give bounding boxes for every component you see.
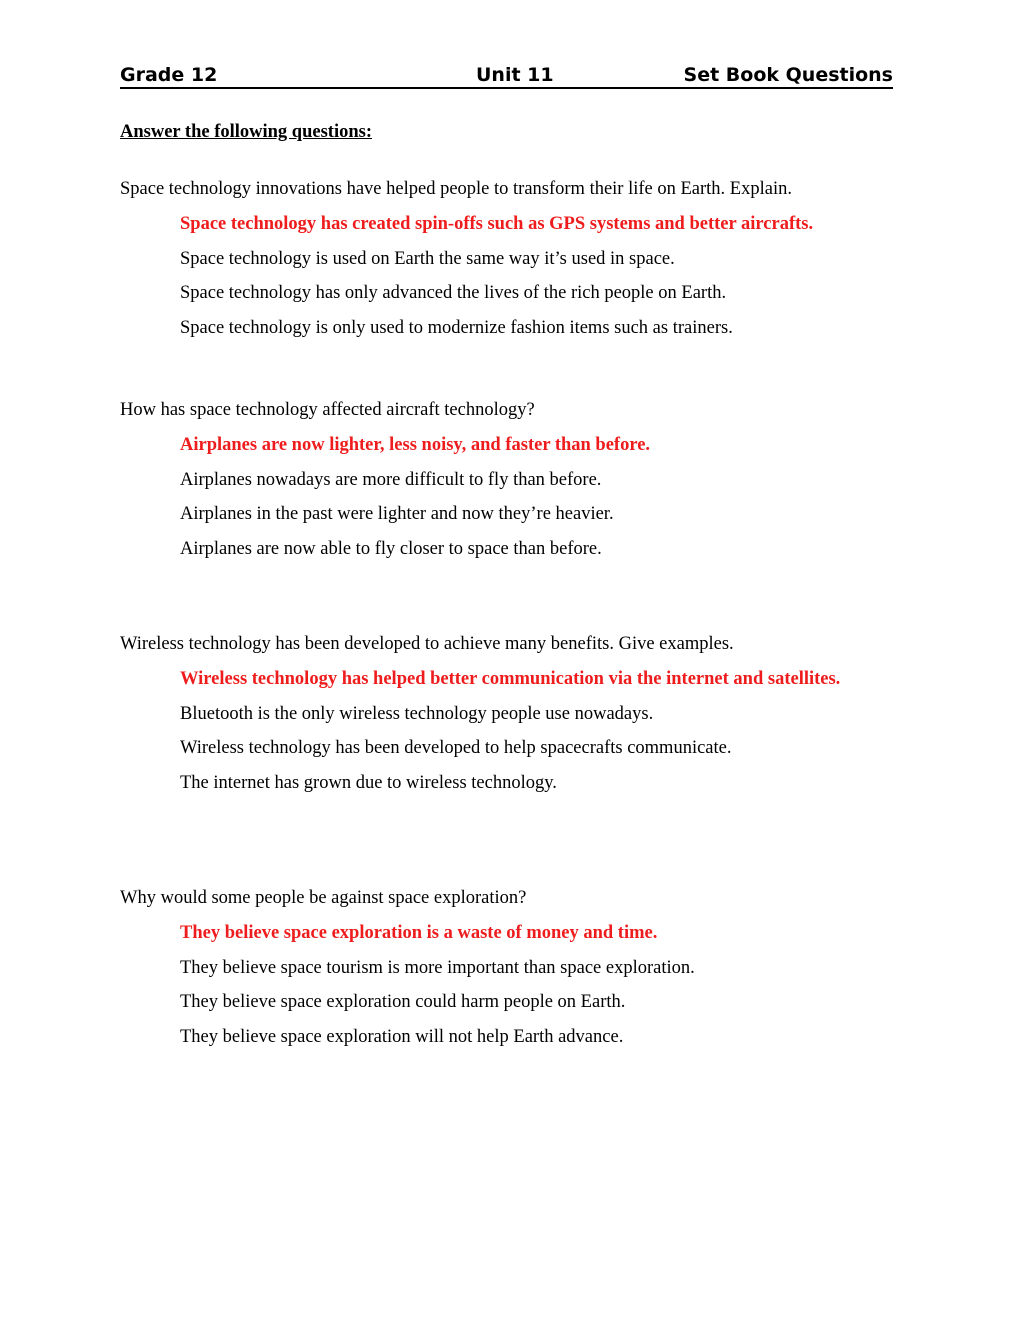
header-grade: Grade 12: [120, 64, 218, 86]
question-block: [120, 393, 900, 566]
instruction-heading: Answer the following questions:: [120, 122, 372, 142]
question-block: [120, 627, 900, 800]
answer-options: [120, 428, 900, 566]
question-text: How has space technology affected aircraft technology?: [120, 400, 535, 420]
answer-option: Bluetooth is the only wireless technology people use nowadays.: [180, 703, 654, 724]
answer-option: Airplanes nowadays are more difficult to fly than before.: [180, 469, 602, 490]
answer-option: The internet has grown due to wireless technology.: [180, 772, 557, 793]
answer-options: [120, 207, 900, 345]
header-title: Set Book Questions: [683, 64, 893, 86]
answer-options: [120, 916, 900, 1054]
answer-option-correct: They believe space exploration is a waste of money and time.: [180, 923, 658, 943]
answer-option: Space technology has only advanced the lives of the rich people on Earth.: [180, 283, 727, 303]
answer-option-correct: Wireless technology has helped better communication via the internet and satellites.: [180, 669, 841, 689]
answer-option: They believe space exploration could harm people on Earth.: [180, 992, 626, 1012]
answer-option: Wireless technology has been developed to help spacecrafts communicate.: [180, 738, 732, 758]
answer-option: Space technology is used on Earth the same way it’s used in space.: [180, 248, 675, 269]
answer-option: They believe space tourism is more important than space exploration.: [180, 957, 695, 978]
answer-option: Space technology is only used to modernize fashion items such as trainers.: [180, 317, 733, 338]
question-block: [120, 172, 900, 345]
answer-options: [120, 662, 900, 800]
question-block: [120, 881, 900, 1054]
header-unit: Unit 11: [476, 64, 554, 86]
question-text: Why would some people be against space exploration?: [120, 888, 527, 908]
question-text: Space technology innovations have helped people to transform their life on Earth. Explain.: [120, 179, 792, 199]
question-text: Wireless technology has been developed to achieve many benefits. Give examples.: [120, 634, 734, 654]
answer-option: They believe space exploration will not help Earth advance.: [180, 1026, 624, 1047]
answer-option: Airplanes are now able to fly closer to space than before.: [180, 538, 602, 559]
answer-option: Airplanes in the past were lighter and now they’re heavier.: [180, 504, 614, 524]
answer-option-correct: Space technology has created spin-offs such as GPS systems and better aircrafts.: [180, 214, 814, 234]
page-header: [120, 60, 893, 89]
answer-option-correct: Airplanes are now lighter, less noisy, and faster than before.: [180, 435, 651, 455]
